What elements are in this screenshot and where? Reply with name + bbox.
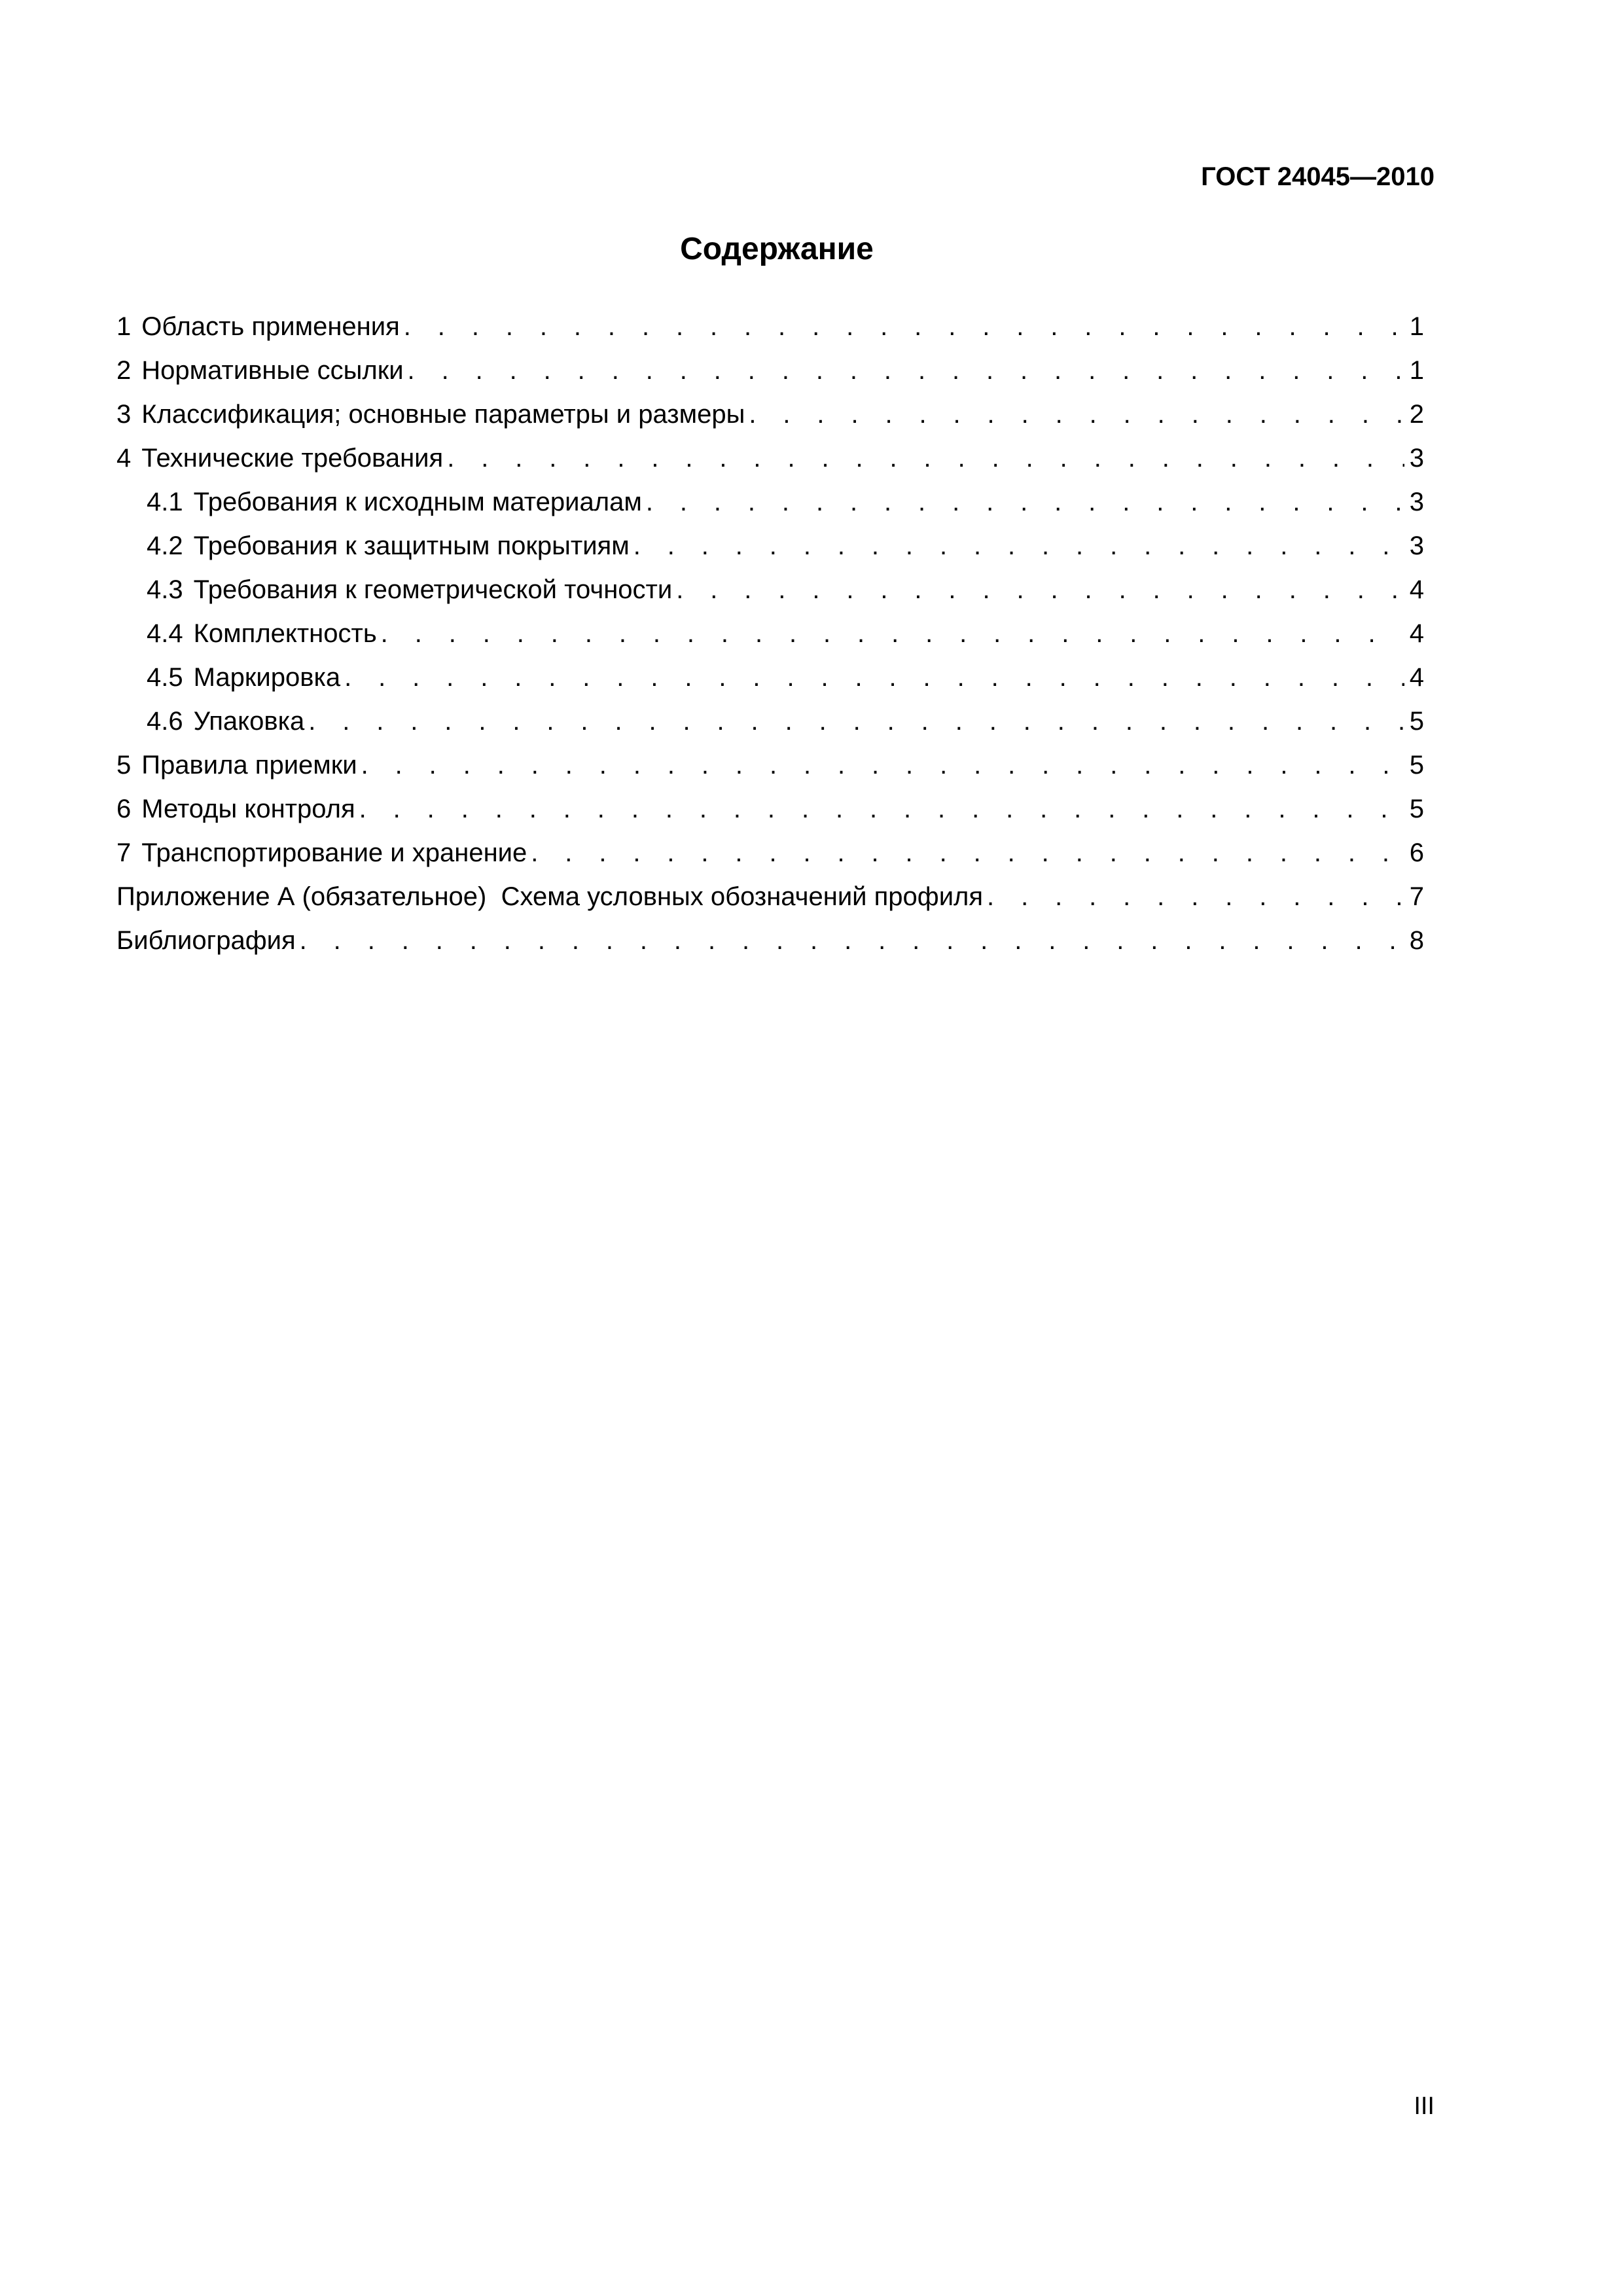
toc-entry-4-3[interactable] [116, 574, 1424, 618]
toc-entry-page: 5 [1409, 707, 1424, 736]
toc-entry-4-2[interactable] [116, 530, 1424, 574]
toc-dot-leader [646, 486, 1404, 518]
toc-entry-title: Классификация; основные параметры и размеры [141, 400, 745, 429]
toc-entry-4[interactable] [116, 442, 1424, 486]
toc-entry-number: 4.4 [147, 619, 183, 648]
toc-entry-title: Требования к исходным материалам [193, 488, 642, 516]
toc-dot-leader [447, 442, 1404, 474]
toc-entry-number: 4.1 [147, 488, 183, 516]
toc-entry-page: 1 [1409, 356, 1424, 385]
toc-entry-number: 4.2 [147, 531, 183, 560]
toc-entry-title: Маркировка [193, 663, 341, 692]
toc-entry-number: 4.6 [147, 707, 183, 736]
toc-dot-leader [531, 837, 1404, 869]
toc-entry-number: 2 [116, 356, 132, 385]
toc-dot-leader [633, 530, 1404, 562]
toc-dot-leader [987, 881, 1404, 912]
toc-entry-5[interactable] [116, 749, 1424, 793]
toc-dot-leader [408, 355, 1404, 386]
toc-entry-number: 4 [116, 444, 132, 473]
toc-entry-title: Приложение А (обязательное) Схема условных обозначений профиля [116, 882, 984, 911]
toc-entry-number: 1 [116, 312, 132, 341]
toc-entry-page: 3 [1409, 531, 1424, 560]
toc-entry-page: 5 [1409, 751, 1424, 780]
toc-entry-number: 3 [116, 400, 132, 429]
toc-entry-appendix-a[interactable] [116, 881, 1424, 925]
table-of-contents [116, 311, 1424, 969]
toc-entry-page: 1 [1409, 312, 1424, 341]
toc-entry-title: Упаковка [193, 707, 305, 736]
toc-entry-title: Требования к геометрической точности [193, 575, 673, 604]
toc-dot-leader [361, 749, 1404, 781]
toc-entry-title: Методы контроля [141, 795, 355, 823]
toc-entry-number: 7 [116, 838, 132, 867]
toc-entry-page: 2 [1409, 400, 1424, 429]
toc-dot-leader [381, 618, 1404, 649]
toc-entry-title: Требования к защитным покрытиям [193, 531, 630, 560]
toc-entry-page: 3 [1409, 444, 1424, 473]
toc-entry-number: 5 [116, 751, 132, 780]
toc-entry-4-4[interactable] [116, 618, 1424, 662]
toc-dot-leader [300, 925, 1404, 956]
toc-entry-title: Правила приемки [141, 751, 357, 780]
toc-entry-page: 3 [1409, 488, 1424, 516]
toc-entry-4-6[interactable] [116, 706, 1424, 749]
toc-entry-4-5[interactable] [116, 662, 1424, 706]
toc-entry-number: 4.5 [147, 663, 183, 692]
toc-entry-title: Область применения [141, 312, 400, 341]
toc-entry-title: Технические требования [141, 444, 444, 473]
toc-title: Содержание [680, 232, 874, 266]
toc-dot-leader [344, 662, 1404, 693]
toc-entry-4-1[interactable] [116, 486, 1424, 530]
toc-entry-title: Нормативные ссылки [141, 356, 404, 385]
toc-entry-page: 8 [1409, 926, 1424, 955]
toc-entry-1[interactable] [116, 311, 1424, 355]
toc-entry-page: 4 [1409, 663, 1424, 692]
toc-dot-leader [359, 793, 1404, 825]
toc-entry-page: 7 [1409, 882, 1424, 911]
toc-entry-title: Комплектность [193, 619, 377, 648]
toc-entry-7[interactable] [116, 837, 1424, 881]
toc-dot-leader [676, 574, 1404, 605]
toc-entry-2[interactable] [116, 355, 1424, 399]
toc-entry-page: 5 [1409, 795, 1424, 823]
toc-entry-3[interactable] [116, 399, 1424, 442]
toc-entry-page: 4 [1409, 575, 1424, 604]
toc-dot-leader [749, 399, 1404, 430]
toc-entry-number: 6 [116, 795, 132, 823]
page-number: III [1414, 2092, 1435, 2120]
toc-dot-leader [404, 311, 1404, 342]
toc-entry-number: 4.3 [147, 575, 183, 604]
toc-dot-leader [308, 706, 1404, 737]
document-code: ГОСТ 24045—2010 [1201, 162, 1435, 191]
toc-entry-page: 4 [1409, 619, 1424, 648]
toc-entry-title: Транспортирование и хранение [141, 838, 527, 867]
toc-entry-page: 6 [1409, 838, 1424, 867]
toc-entry-6[interactable] [116, 793, 1424, 837]
toc-entry-bibliography[interactable] [116, 925, 1424, 969]
toc-entry-title: Библиография [116, 926, 296, 955]
